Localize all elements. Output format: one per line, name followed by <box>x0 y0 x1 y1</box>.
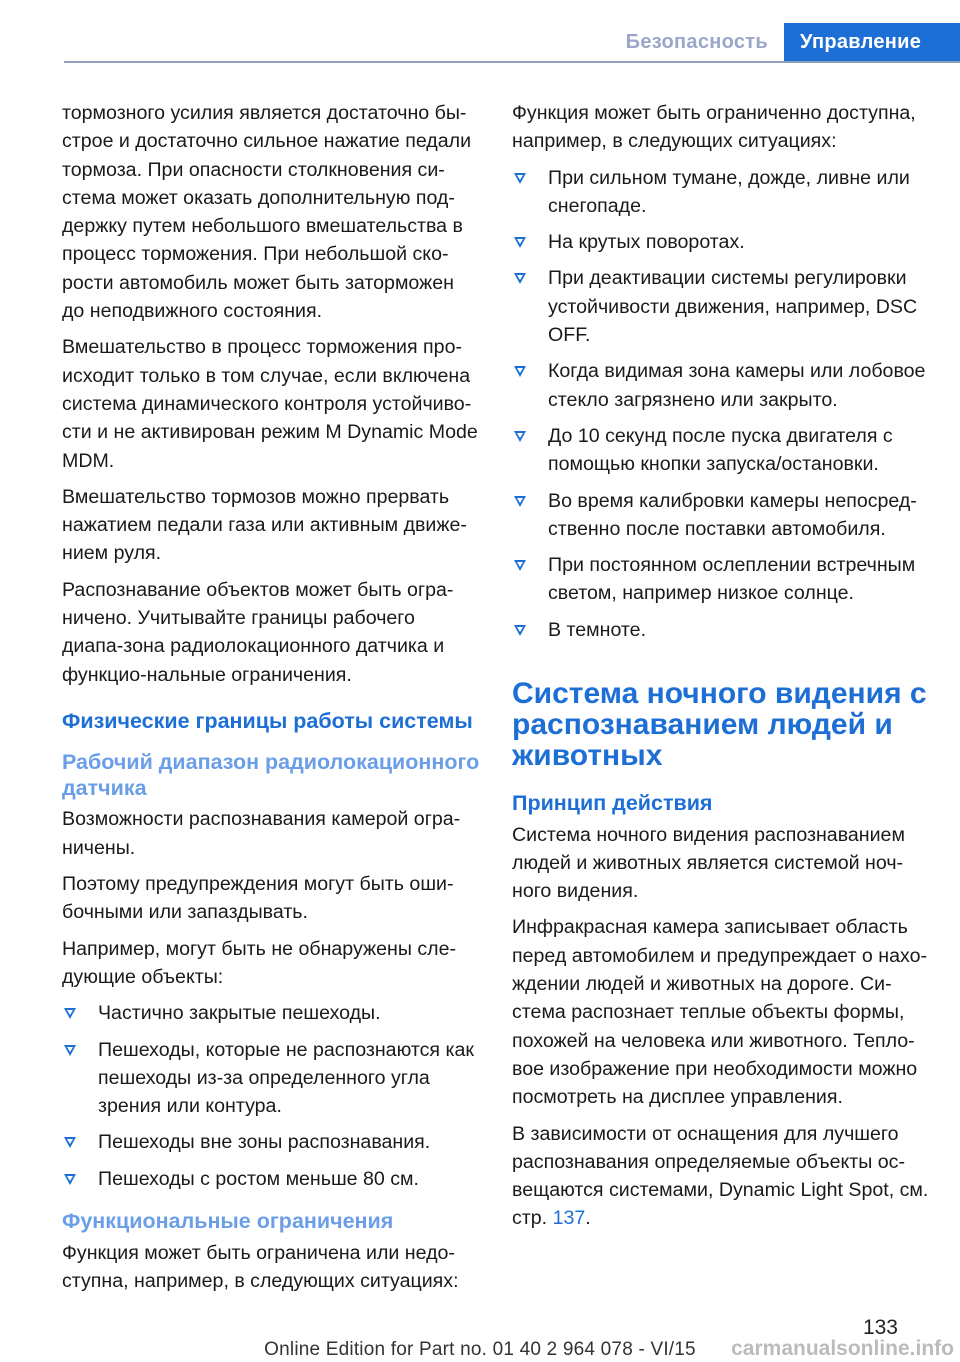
paragraph-warnings-delay: Поэтому предупреждения могут быть оши-бочными или запаздывать. <box>62 873 454 924</box>
triangle-bullet-icon <box>514 560 526 571</box>
paragraph-infrared-camera: Инфракрасная камера записывает область перед автомобилем и предупреждает о нахо-ждении людей и животных на дороге. Си-стема распознает теплые объекты формы, похожей на человека или животного. Тепло-вое изображение при необходимости можно посмотреть на дисплее управления. <box>512 916 927 1109</box>
list-limiting-situations <box>512 164 932 644</box>
paragraph-object-recognition: Распознавание объектов может быть огра-ничено. Учитывайте границы рабочего диапа-зона радиолокационного датчика и функцио-нальные ограничения. <box>62 578 454 686</box>
page-number: 133 <box>862 1316 898 1339</box>
triangle-bullet-icon <box>514 173 526 184</box>
triangle-bullet-icon <box>64 1174 76 1185</box>
right-column <box>512 99 932 1241</box>
list-item: Когда видимая зона камеры или лобовое стекло загрязнено или закрыто. <box>512 357 932 414</box>
tab-safety[interactable]: Безопасность <box>625 30 768 53</box>
paragraph-braking-assist: тормозного усилия является достаточно бы-строе и достаточно сильное нажатие педали тормоза. При опасности столкновения си-стема может оказать дополнительную под-держку путем небольшого вмешательства в процесс торможения. При небольшой ско-рости автомобиль может быть заторможен до неподвижного состояния. <box>62 102 472 323</box>
list-item: При постоянном ослеплении встречным светом, например низкое солнце. <box>512 551 932 608</box>
triangle-bullet-icon <box>514 625 526 636</box>
list-item: При сильном тумане, дожде, ливне или снегопаде. <box>512 164 932 221</box>
paragraph-dynamic-light-spot: В зависимости от оснащения для лучшего распознавания определяемые объекты ос-вещаются системами, Dynamic Light Spot, см. стр. 137. <box>512 1122 929 1230</box>
heading-radar-range: Рабочий диапазон радиолокационного датчика <box>62 750 480 800</box>
heading-physical-limits: Физические границы работы системы <box>62 708 473 733</box>
header-divider <box>64 61 960 63</box>
left-column <box>62 99 480 1303</box>
paragraph-undetected-objects: Например, могут быть не обнаружены сле-дующие объекты: <box>62 937 457 988</box>
list-item: Пешеходы, которые не распознаются как пешеходы из-за определенного угла зрения или контура. <box>62 1036 480 1121</box>
triangle-bullet-icon <box>514 366 526 377</box>
paragraph-camera-limits: Возможности распознавания камерой огра-ничены. <box>62 808 461 859</box>
triangle-bullet-icon <box>514 237 526 248</box>
list-item: На крутых поворотах. <box>512 228 932 256</box>
list-item: При деактивации системы регулировки устойчивости движения, например, DSC OFF. <box>512 264 932 349</box>
paragraph-function-limited: Функция может быть ограничена или недо-ступна, например, в следующих ситуациях: <box>62 1241 459 1292</box>
header-tabs <box>626 23 960 61</box>
triangle-bullet-icon <box>514 431 526 442</box>
triangle-bullet-icon <box>64 1008 76 1019</box>
list-item: Частично закрытые пешеходы. <box>62 999 480 1027</box>
paragraph-interrupt-braking: Вмешательство тормозов можно прервать нажатием педали газа или активным движе-нием руля. <box>62 485 467 565</box>
list-item: Пешеходы с ростом меньше 80 см. <box>62 1165 480 1193</box>
tab-controls[interactable]: Управление <box>784 23 960 61</box>
list-item: До 10 секунд после пуска двигателя с помощью кнопки запуска/остановки. <box>512 422 932 479</box>
footer-edition: Online Edition for Part no. 01 40 2 964 078 - VI/15 <box>264 1339 696 1360</box>
list-item: Пешеходы вне зоны распознавания. <box>62 1128 480 1156</box>
list-item: Во время калибровки камеры непосред-ственно после поставки автомобиля. <box>512 487 932 544</box>
heading-operating-principle: Принцип действия <box>512 791 713 816</box>
paragraph-night-vision-system: Система ночного видения распознаванием людей и животных является системой ноч-ного видения. <box>512 823 905 903</box>
triangle-bullet-icon <box>514 496 526 507</box>
watermark: carmanualsonline.info <box>731 1337 954 1360</box>
page-reference-link[interactable]: 137 <box>552 1207 586 1230</box>
paragraph-function-limited-right: Функция может быть ограниченно доступна, например, в следующих ситуациях: <box>512 102 916 153</box>
triangle-bullet-icon <box>64 1137 76 1148</box>
list-undetected-pedestrians <box>62 999 480 1193</box>
heading-functional-limits: Функциональные ограничения <box>62 1209 394 1233</box>
list-item: В темноте. <box>512 616 932 644</box>
paragraph-braking-intervention: Вмешательство в процесс торможения про-исходит только в том случае, если включена система динамического контроля устойчиво-сти и не активирован режим M Dynamic Mode MDM. <box>62 336 478 472</box>
triangle-bullet-icon <box>64 1045 76 1056</box>
heading-night-vision: Система ночного видения с распознаванием людей и животных <box>512 677 927 773</box>
triangle-bullet-icon <box>514 273 526 284</box>
